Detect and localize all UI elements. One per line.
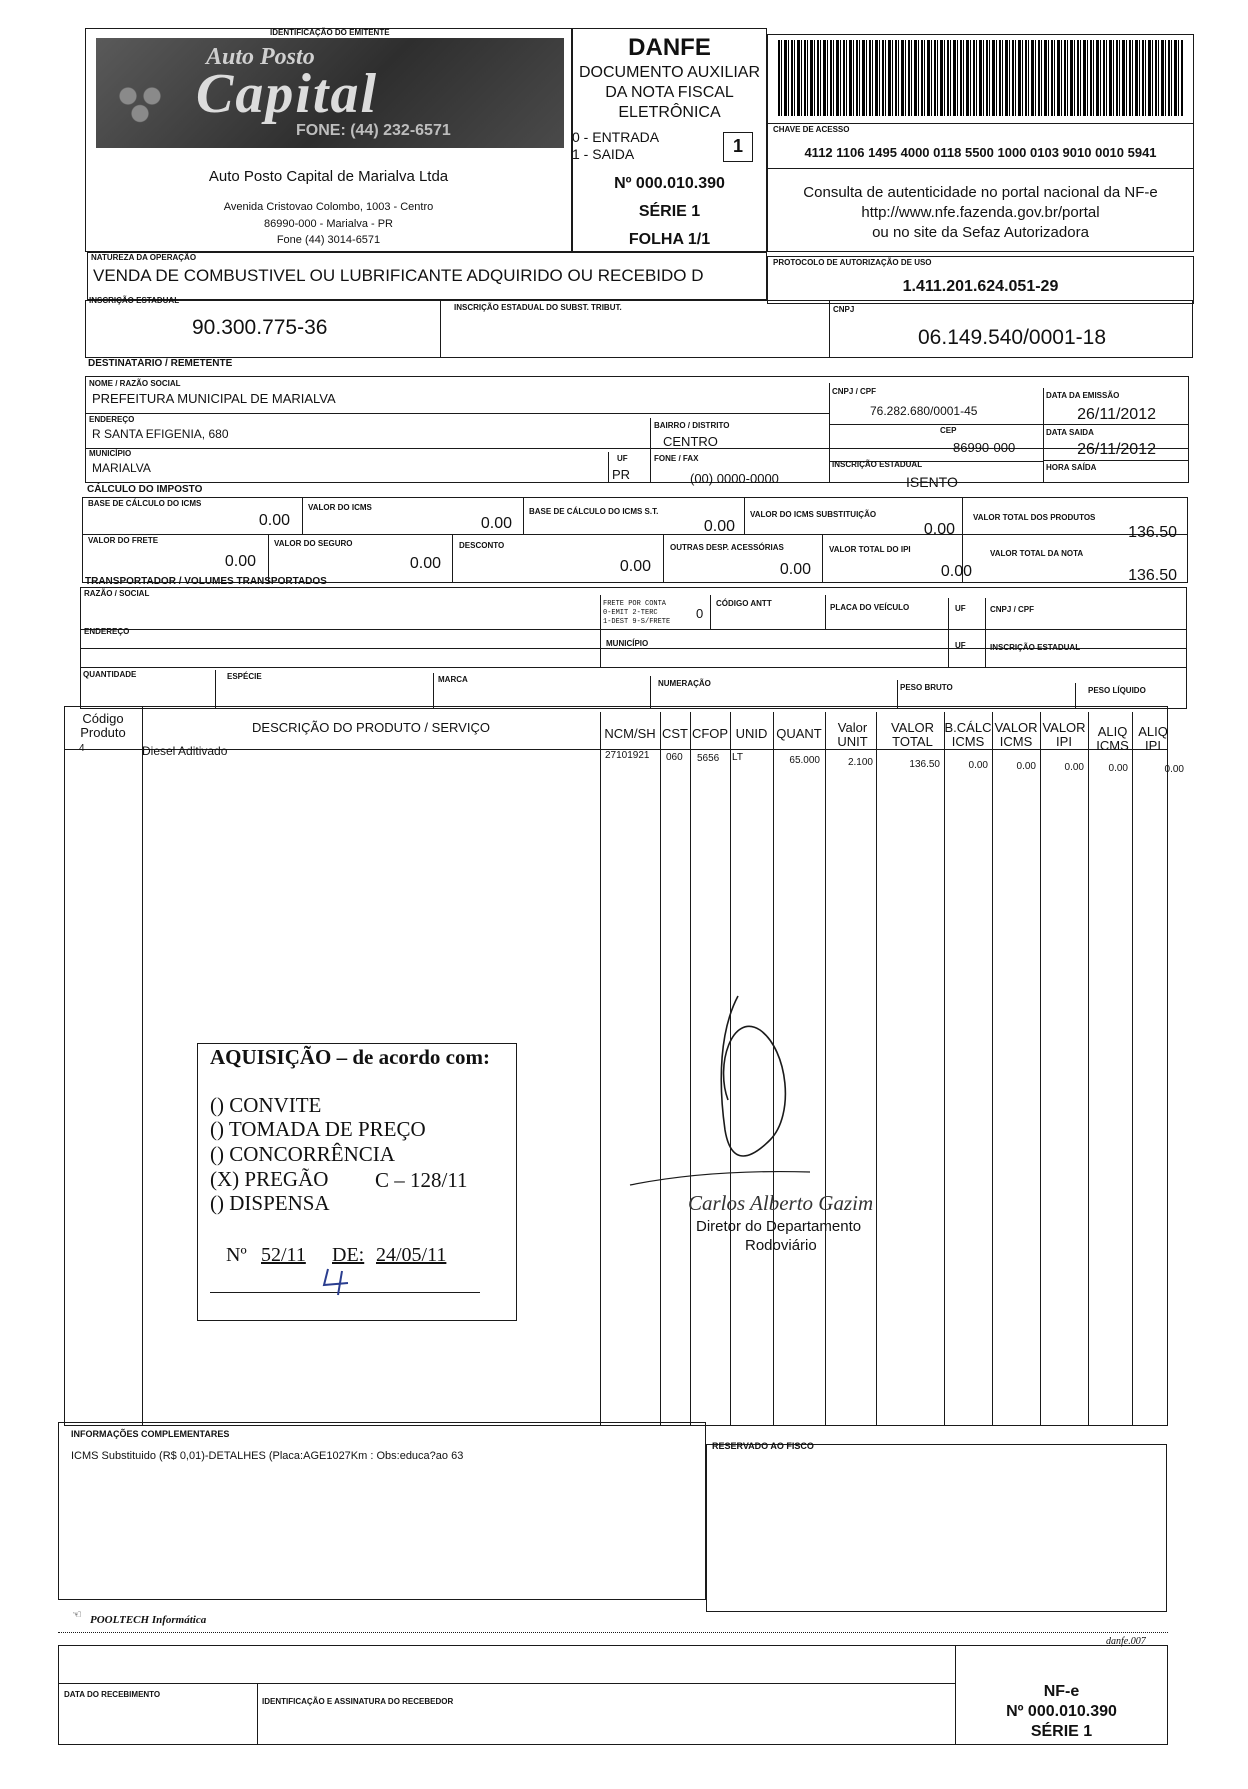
seguro: 0.00 xyxy=(409,555,441,572)
stamp-data: 24/05/11 xyxy=(376,1244,447,1266)
col-vtotal: VALOR TOTAL xyxy=(890,720,935,749)
dest-cep: 86990-000 xyxy=(953,440,1016,455)
dest-municipio-label: MUNICÍPIO xyxy=(89,449,132,458)
frete: 0.00 xyxy=(224,553,256,570)
dest-saida-label: DATA SAIDA xyxy=(1046,428,1094,437)
bc-icms: 0.00 xyxy=(258,512,290,529)
logo-text: Capital xyxy=(196,63,379,125)
stamp-numero-label: Nº xyxy=(226,1244,247,1266)
item-vicms: 0.00 xyxy=(1016,761,1036,772)
frete-line-3: 1-DEST 9-S/FRETE xyxy=(603,618,671,626)
emitente-phone: Fone (44) 3014-6571 xyxy=(276,234,381,246)
dest-municipio: MARIALVA xyxy=(92,461,151,475)
dest-fone: (00) 0000-0000 xyxy=(690,471,779,486)
dest-nome-label: NOME / RAZÃO SOCIAL xyxy=(89,379,181,388)
col-quant: QUANT xyxy=(776,726,822,741)
icms-st-label: VALOR DO ICMS SUBSTITUIÇÃO xyxy=(750,510,877,519)
signature-name: Carlos Alberto Gazim xyxy=(688,1191,874,1215)
item-aipi: 0.00 xyxy=(1164,764,1184,775)
col-aipi: ALIQ IPI xyxy=(1138,724,1168,753)
seguro-label: VALOR DO SEGURO xyxy=(274,539,353,548)
item-cfop: 5656 xyxy=(697,753,720,764)
natureza-label: NATUREZA DA OPERAÇÃO xyxy=(91,253,197,262)
info-label: INFORMAÇÕES COMPLEMENTARES xyxy=(71,1429,230,1439)
dest-ie: ISENTO xyxy=(906,474,958,490)
emitente-section-label: IDENTIFICAÇÃO DO EMITENTE xyxy=(270,28,390,37)
transp-razao-label: RAZÃO / SOCIAL xyxy=(84,589,150,598)
stamp-data-label: DE: xyxy=(332,1244,365,1266)
emitente-city: 86990-000 - Marialva - PR xyxy=(263,218,393,230)
danfe-subtitle-3: ELETRÔNICA xyxy=(618,104,721,121)
stamp-opt-4: (X) PREGÃO xyxy=(210,1167,329,1191)
dest-nome: PREFEITURA MUNICIPAL DE MARIALVA xyxy=(92,391,336,406)
signature-scribble xyxy=(620,990,880,1190)
chave-value: 4112 1106 1495 4000 0118 5500 1000 0103 9010 0010 5941 xyxy=(804,145,1157,160)
item-vipi: 0.00 xyxy=(1064,762,1084,773)
transp-uf2-label: UF xyxy=(955,641,966,650)
chave-label: CHAVE DE ACESSO xyxy=(773,125,850,134)
item-aicms: 0.00 xyxy=(1108,763,1128,774)
signature-role-2: Rodoviário xyxy=(745,1237,817,1254)
consulta-line-2: http://www.nfe.fazenda.gov.br/portal xyxy=(861,204,1100,221)
cut-line xyxy=(58,1632,1168,1633)
dest-bairro-label: BAIRRO / DISTRITO xyxy=(654,421,730,430)
transp-uf-label: UF xyxy=(955,604,966,613)
form-code: danfe.007 xyxy=(1106,1636,1146,1647)
especie-label: ESPÉCIE xyxy=(227,672,262,681)
bc-icms-label: BASE DE CÁLCULO DO ICMS xyxy=(88,499,202,508)
col-unid: UNID xyxy=(735,726,768,741)
cnpj-label: CNPJ xyxy=(833,305,855,314)
info-value: ICMS Substituido (R$ 0,01)-DETALHES (Placa:AGE1027Km : Obs:educa?ao 63 xyxy=(71,1450,464,1462)
danfe-numero: Nº 000.010.390 xyxy=(614,175,725,192)
danfe-subtitle-2: DA NOTA FISCAL xyxy=(605,84,734,101)
consulta-line-1: Consulta de autenticidade no portal nacional da NF-e xyxy=(803,184,1158,201)
item-cst: 060 xyxy=(666,752,683,763)
ie-st-label: INSCRIÇÃO ESTADUAL DO SUBST. TRIBUT. xyxy=(454,303,622,312)
ipi-label: VALOR TOTAL DO IPI xyxy=(829,545,911,554)
dest-cnpj: 76.282.680/0001-45 xyxy=(870,404,978,418)
transportador-section: TRANSPORTADOR / VOLUMES TRANSPORTADOS xyxy=(85,576,327,587)
dest-cnpj-label: CNPJ / CPF xyxy=(832,387,877,396)
peso-bruto-label: PESO BRUTO xyxy=(900,683,953,692)
canhoto-nfe: NF-e xyxy=(1043,1683,1080,1700)
bc-st: 0.00 xyxy=(703,518,735,535)
stamp-opt-5: () DISPENSA xyxy=(210,1191,330,1215)
total-nota: 136.50 xyxy=(1128,567,1177,584)
total-prod-label: VALOR TOTAL DOS PRODUTOS xyxy=(973,513,1096,522)
stamp-opt-2: () TOMADA DE PREÇO xyxy=(210,1117,426,1141)
numeracao-label: NUMERAÇÃO xyxy=(658,679,711,688)
dest-bairro: CENTRO xyxy=(663,434,718,449)
transp-municipio-label: MUNICÍPIO xyxy=(606,639,649,648)
dest-endereco: R SANTA EFIGENIA, 680 xyxy=(92,427,229,441)
protocolo-label: PROTOCOLO DE AUTORIZAÇÃO DE USO xyxy=(773,258,932,267)
canhoto-serie: SÉRIE 1 xyxy=(1030,1723,1093,1740)
ipi: 0.00 xyxy=(940,563,972,580)
outras-label: OUTRAS DESP. ACESSÓRIAS xyxy=(670,543,784,552)
cnpj-value: 06.149.540/0001-18 xyxy=(918,326,1107,349)
imposto-section: CÁLCULO DO IMPOSTO xyxy=(87,484,203,495)
natureza-value: VENDA DE COMBUSTIVEL OU LUBRIFICANTE ADQUIRIDO OU RECEBIDO D xyxy=(93,266,704,285)
danfe-subtitle-1: DOCUMENTO AUXILIAR xyxy=(578,64,761,81)
signature-role-1: Diretor do Departamento xyxy=(696,1218,862,1235)
software-icon: ☜ xyxy=(72,1609,82,1621)
danfe-tipo: 1 xyxy=(732,136,743,156)
col-codigo: Código Produto xyxy=(80,711,126,740)
emitente-logo xyxy=(96,38,564,148)
col-vipi: VALOR IPI xyxy=(1042,720,1086,749)
item-unid: LT xyxy=(732,752,743,763)
antt-label: CÓDIGO ANTT xyxy=(716,599,772,608)
dest-emissao: 26/11/2012 xyxy=(1077,406,1156,423)
ie-value: 90.300.775-36 xyxy=(192,316,328,339)
dest-uf-label: UF xyxy=(617,454,628,463)
transp-ie-label: INSCRIÇÃO ESTADUAL xyxy=(990,643,1081,652)
stamp-title: AQUISIÇÃO – de acordo com: xyxy=(210,1045,490,1069)
dest-emissao-label: DATA DA EMISSÃO xyxy=(1046,391,1120,400)
marca-label: MARCA xyxy=(438,675,468,684)
info-box xyxy=(58,1422,706,1600)
col-vunit: Valor UNIT xyxy=(837,720,868,749)
frete-por-conta xyxy=(603,600,670,627)
danfe-saida: 1 - SAIDA xyxy=(572,146,635,162)
emitente-address: Avenida Cristovao Colombo, 1003 - Centro xyxy=(223,201,434,213)
col-aicms: ALIQ ICMS xyxy=(1096,724,1129,753)
col-cst: CST xyxy=(662,726,688,741)
frete-label: VALOR DO FRETE xyxy=(88,536,159,545)
logo-small-text: Auto Posto xyxy=(206,44,315,70)
icms: 0.00 xyxy=(480,515,512,532)
recebimento-label: DATA DO RECEBIMENTO xyxy=(64,1690,161,1699)
stamp-opt-3: () CONCORRÊNCIA xyxy=(210,1142,395,1166)
col-ncm: NCM/SH xyxy=(604,726,656,741)
recebedor-label: IDENTIFICAÇÃO E ASSINATURA DO RECEBEDOR xyxy=(262,1697,454,1706)
item-quant: 65.000 xyxy=(789,755,820,766)
placa-label: PLACA DO VEÍCULO xyxy=(830,603,910,612)
canhoto-numero: Nº 000.010.390 xyxy=(1006,1703,1117,1720)
frete-value: 0 xyxy=(696,606,704,621)
dest-ie-label: INSCRIÇÃO ESTADUAL xyxy=(832,460,923,469)
dest-uf: PR xyxy=(612,467,631,482)
ie-label: INSCRIÇÃO ESTADUAL xyxy=(89,296,180,305)
item-bc: 0.00 xyxy=(968,760,988,771)
fisco-label: RESERVADO AO FISCO xyxy=(712,1441,814,1451)
frete-line-2: 0-EMIT 2-TERC xyxy=(603,609,658,617)
item-codigo: 4 xyxy=(79,743,85,754)
stamp-numero: 52/11 xyxy=(261,1244,306,1266)
dest-cep-label: CEP xyxy=(940,426,957,435)
barcode xyxy=(778,40,1183,116)
destinatario-section: DESTINATÁRIO / REMETENTE xyxy=(88,358,233,369)
protocolo-value: 1.411.201.624.051-29 xyxy=(902,278,1059,295)
fisco-box xyxy=(706,1441,1167,1612)
col-bc: B.CÁLC ICMS xyxy=(944,720,992,749)
stamp-initial-mark xyxy=(320,1265,360,1301)
total-nota-label: VALOR TOTAL DA NOTA xyxy=(990,549,1084,558)
danfe-folha: FOLHA 1/1 xyxy=(628,231,711,248)
quantidade-label: QUANTIDADE xyxy=(83,670,137,679)
bc-st-label: BASE DE CÁLCULO DO ICMS S.T. xyxy=(529,507,659,516)
desconto: 0.00 xyxy=(619,558,651,575)
icms-st: 0.00 xyxy=(923,521,955,538)
emitente-name: Auto Posto Capital de Marialva Ltda xyxy=(208,168,449,185)
item-vtotal: 136.50 xyxy=(909,759,940,770)
logo-grapes-icon xyxy=(104,68,184,138)
dest-endereco-label: ENDEREÇO xyxy=(89,415,135,424)
col-cfop: CFOP xyxy=(691,726,729,741)
dest-fone-label: FONE / FAX xyxy=(654,454,699,463)
item-ncm: 27101921 xyxy=(605,750,650,761)
software-credit: POOLTECH Informática xyxy=(90,1614,207,1626)
item-vunit: 2.100 xyxy=(847,757,873,768)
desconto-label: DESCONTO xyxy=(459,541,505,550)
icms-label: VALOR DO ICMS xyxy=(308,503,372,512)
consulta-line-3: ou no site da Sefaz Autorizadora xyxy=(872,224,1089,241)
transp-endereco-label: ENDEREÇO xyxy=(84,627,130,636)
stamp-opt-4-ref: C – 128/11 xyxy=(375,1168,468,1192)
logo-phone: FONE: (44) 232-6571 xyxy=(296,122,451,139)
danfe-title: DANFE xyxy=(628,34,711,61)
peso-liquido-label: PESO LÍQUIDO xyxy=(1088,686,1146,695)
col-descricao: DESCRIÇÃO DO PRODUTO / SERVIÇO xyxy=(252,720,490,735)
transp-cnpj-label: CNPJ / CPF xyxy=(990,605,1035,614)
outras: 0.00 xyxy=(779,561,811,578)
frete-line-1: FRETE POR CONTA xyxy=(603,600,667,608)
item-descricao: Diesel Aditivado xyxy=(142,744,228,758)
stamp-opt-1: () CONVITE xyxy=(210,1093,322,1117)
dest-hora-label: HORA SAÍDA xyxy=(1046,463,1097,472)
col-vicms: VALOR ICMS xyxy=(994,720,1038,749)
total-prod: 136.50 xyxy=(1128,524,1177,541)
danfe-entrada: 0 - ENTRADA xyxy=(572,129,660,145)
dest-saida: 26/11/2012 xyxy=(1077,441,1156,458)
danfe-serie: SÉRIE 1 xyxy=(638,203,701,220)
